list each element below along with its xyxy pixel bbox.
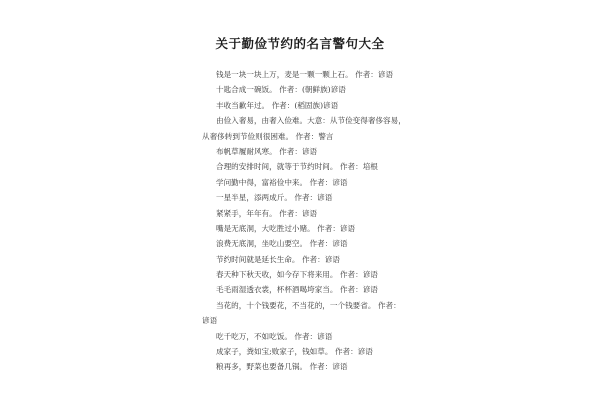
- quote-line: 春天种下秋天收，如今存下将来用。 作者：谚语: [216, 270, 378, 280]
- quote-line: 布帆草履耐风寒。 作者：谚语: [216, 146, 318, 156]
- quote-line: 一星半星，添两成斤。 作者：谚语: [216, 193, 333, 203]
- quote-line: 从奢侈转到节俭则很困难。 作者：警言: [202, 131, 334, 141]
- quote-line: 毛毛雨湿透衣裳，杯杯酒喝垮家当。 作者：谚语: [216, 285, 378, 295]
- quote-line: 粮再多，野菜也要备几锅。 作者：谚语: [216, 362, 348, 372]
- quote-line: 当花的，十个钱要花，不当花的，一个钱要省。 作者：: [216, 300, 401, 310]
- quote-line: 钱是一块一块上万，麦是一颗一颗上石。 作者：谚语: [216, 70, 394, 79]
- quote-line: 嘴是无底洞，大吃胜过小赌。 作者：谚语: [216, 223, 356, 233]
- quote-line: 浪费无底洞，坐吃山要空。 作者：谚语: [216, 239, 348, 249]
- quote-line: 十匙合成一碗饭。 作者：(朝鲜族)谚语: [216, 85, 346, 95]
- quote-line: 紧紧手，年年有。 作者：谚语: [216, 208, 318, 218]
- document-title: 关于勤俭节约的名言警句大全: [215, 36, 385, 51]
- quote-line: 丰收当歉年过。 作者：(稻固族)谚语: [216, 100, 339, 110]
- quote-line: 合理的安排时间，就等于节约时间。 作者：培根: [216, 162, 378, 172]
- quote-line: 学问勤中得，富裕俭中来。 作者：谚语: [216, 177, 348, 187]
- quote-list: [202, 67, 412, 375]
- quote-line: 节约时间就是延长生命。 作者：谚语: [216, 254, 340, 264]
- quote-line: 由俭入奢易，由奢入俭难。大意：从节俭变得奢侈容易，: [216, 116, 406, 126]
- quote-line: 成家子，粪如宝;败家子，钱如草。 作者：谚语: [216, 347, 373, 357]
- quote-line: 谚语: [202, 316, 218, 326]
- quote-line: 吃千吃万，不如吃饭。 作者：谚语: [216, 331, 333, 341]
